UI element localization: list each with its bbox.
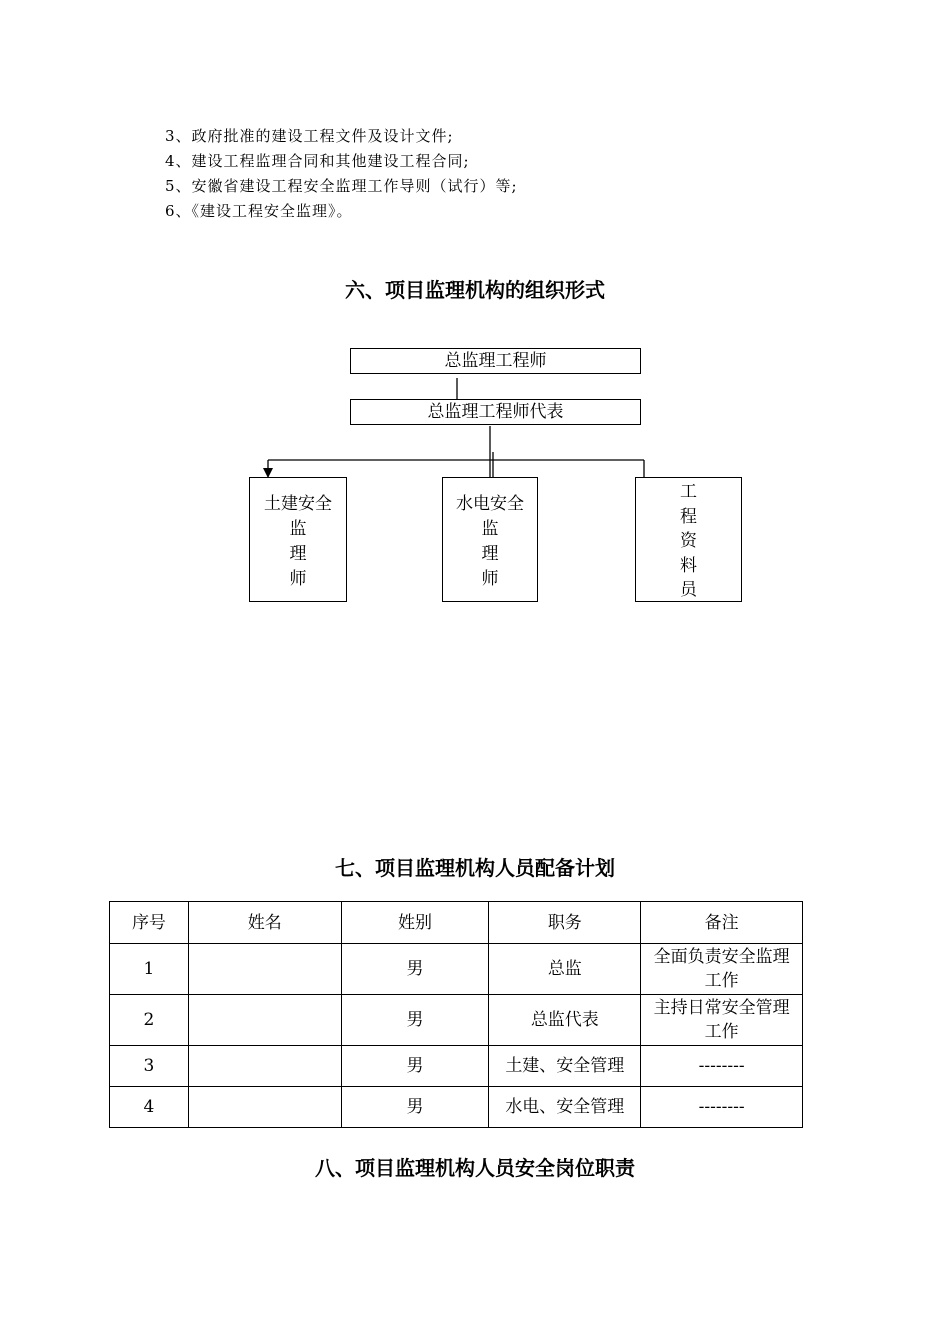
- org-box-civil-safety: [249, 477, 347, 602]
- table-cell: 4: [110, 1087, 189, 1128]
- column-header: 备注: [641, 902, 803, 944]
- table-cell: 男: [341, 1046, 489, 1087]
- table-row: [110, 995, 803, 1046]
- org-label: 总监理工程师: [444, 351, 547, 371]
- org-label: 水电安全: [456, 494, 524, 514]
- section-heading-staffing-plan: 七、项目监理机构人员配备计划: [335, 856, 615, 880]
- table-cell: [188, 1087, 341, 1128]
- table-cell: 1: [110, 944, 189, 995]
- org-label: 理: [481, 544, 499, 564]
- table-cell: 土建、安全管理: [489, 1046, 641, 1087]
- org-label: 总监理工程师代表: [427, 402, 564, 422]
- org-box-records-clerk: [635, 477, 742, 602]
- table-cell: --------: [641, 1087, 803, 1128]
- org-label: 资: [680, 531, 697, 551]
- org-box-chief-engineer: [350, 348, 641, 374]
- table-cell: 水电、安全管理: [489, 1087, 641, 1128]
- table-cell: [188, 944, 341, 995]
- table-cell: 2: [110, 995, 189, 1046]
- org-box-deputy-engineer: [350, 399, 641, 425]
- column-header: 序号: [110, 902, 189, 944]
- org-label: 员: [680, 580, 697, 600]
- table-cell: 总监: [489, 944, 641, 995]
- section-heading-org-form: 六、项目监理机构的组织形式: [345, 278, 605, 302]
- table-cell: 男: [341, 1087, 489, 1128]
- list-item: 5、安徽省建设工程安全监理工作导则（试行）等;: [165, 177, 518, 195]
- table-cell: 总监代表: [489, 995, 641, 1046]
- table-row: [110, 944, 803, 995]
- column-header: 职务: [489, 902, 641, 944]
- section-heading-safety-duties: 八、项目监理机构人员安全岗位职责: [315, 1156, 635, 1180]
- org-box-hydro-safety: [442, 477, 538, 602]
- table-header-row: [110, 902, 803, 944]
- list-item: 6、《建设工程安全监理》。: [165, 202, 353, 220]
- column-header: 姓名: [188, 902, 341, 944]
- table-cell: [188, 995, 341, 1046]
- org-label: 监: [289, 519, 307, 539]
- org-label: 理: [289, 544, 307, 564]
- org-label: 料: [680, 555, 697, 576]
- table-cell: 男: [341, 944, 489, 995]
- column-header: 姓别: [341, 902, 489, 944]
- org-label: 师: [289, 569, 307, 589]
- org-label: 师: [481, 569, 499, 589]
- staffing-table: [109, 901, 803, 1128]
- table-row: [110, 1046, 803, 1087]
- table-cell: 3: [110, 1046, 189, 1087]
- table-cell: [188, 1046, 341, 1087]
- list-item: 3、政府批准的建设工程文件及设计文件;: [165, 127, 454, 145]
- org-label: 监: [481, 519, 499, 539]
- table-cell: 主持日常安全管理工作: [641, 995, 803, 1046]
- table-cell: 男: [341, 995, 489, 1046]
- org-label: 程: [680, 506, 697, 527]
- list-item: 4、建设工程监理合同和其他建设工程合同;: [165, 152, 470, 170]
- table-cell: 全面负责安全监理工作: [641, 944, 803, 995]
- org-label: 土建安全: [264, 494, 332, 514]
- table-row: [110, 1087, 803, 1128]
- table-cell: --------: [641, 1046, 803, 1087]
- org-label: 工: [680, 482, 697, 502]
